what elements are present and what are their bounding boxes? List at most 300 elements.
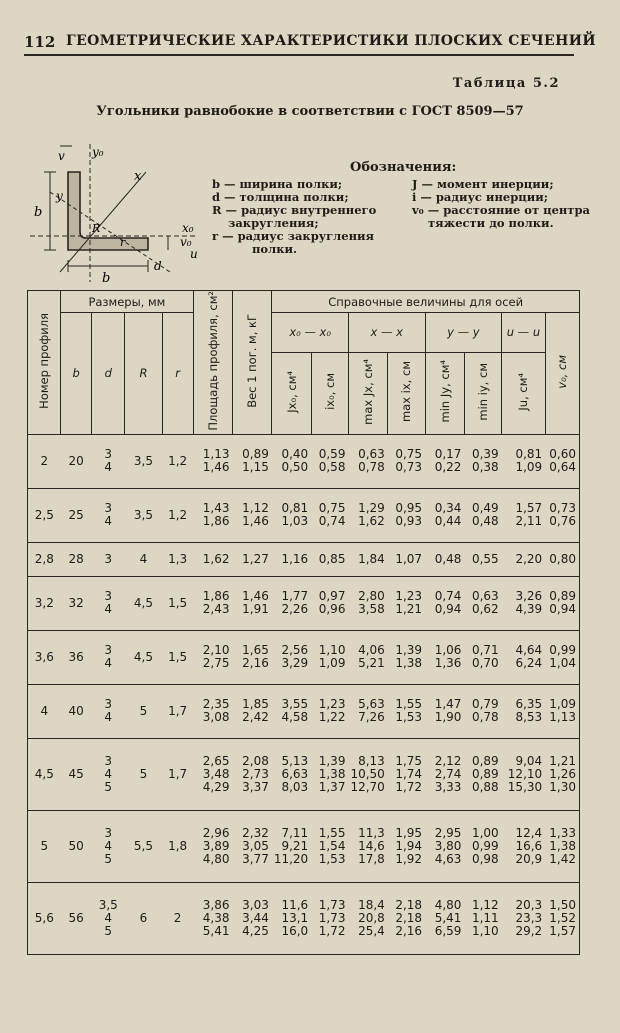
cell-value: 3,05 [242, 838, 269, 853]
cell-value: 1,11 [471, 910, 499, 925]
cell-iy [464, 576, 501, 630]
cell-ix0 [311, 576, 348, 630]
cell-value: 2,73 [242, 766, 269, 781]
cell-value: 1,77 [281, 589, 309, 604]
cell-value: 4,64 [515, 643, 543, 658]
cell-value: 0,89 [549, 589, 576, 604]
cell-value: 4,39 [515, 602, 543, 617]
label-R: R [92, 222, 101, 235]
cell-value: 2,56 [281, 643, 309, 658]
cell-value: 3,58 [358, 602, 385, 617]
cell-value: 3,29 [281, 656, 309, 671]
cell-value: 0,94 [549, 602, 576, 617]
cell-value: 4,25 [242, 923, 269, 938]
cell-value: 8,13 [358, 753, 385, 768]
cell-ix0 [311, 810, 348, 882]
cell-value: 0,17 [434, 447, 462, 462]
cell-value: 1,53 [318, 851, 346, 866]
cell-value: 4 [104, 460, 113, 475]
cell-value: 1,21 [549, 753, 576, 768]
angle-section-diagram [20, 132, 210, 292]
cell-value: 3 [104, 589, 113, 604]
cell-value: 1,07 [395, 551, 423, 566]
cell-value: 1,46 [242, 514, 269, 529]
cell-R: 4,5 [125, 576, 162, 630]
cell-value: 4 [104, 910, 113, 925]
label-x0: x₀ [182, 221, 194, 235]
cell-value: 2,20 [515, 551, 543, 566]
table-row [28, 738, 580, 810]
cell-weight [233, 630, 272, 684]
cell-value: 0,75 [318, 501, 346, 516]
cell-value: 0,50 [281, 460, 309, 475]
cell-value: 9,21 [281, 838, 309, 853]
cell-value: 1,55 [318, 825, 346, 840]
cell-value: 0,78 [358, 460, 385, 475]
cell-value: 1,23 [395, 589, 423, 604]
cell-value: 1,46 [242, 589, 269, 604]
cell-Jy [425, 630, 464, 684]
cell-r: 1,8 [162, 810, 193, 882]
cell-value: 3,5 [98, 897, 118, 912]
cell-iy [464, 882, 501, 954]
cell-area [193, 576, 232, 630]
cell-value: 0,58 [318, 460, 346, 475]
cell-value: 23,3 [515, 910, 543, 925]
cell-value: 2,75 [202, 656, 230, 671]
cell-value: 5,21 [358, 656, 385, 671]
cell-value: 3 [104, 825, 113, 840]
cell-value: 1,47 [434, 697, 462, 712]
cell-ix0 [311, 434, 348, 488]
legend-item: тяжести до полки. [428, 216, 554, 230]
cell-profile: 3,2 [28, 576, 61, 630]
cell-value: 4,80 [434, 897, 462, 912]
cell-value: 12,10 [507, 766, 543, 781]
cell-value: 1,33 [549, 825, 576, 840]
cell-value: 3 [104, 697, 113, 712]
cell-value: 1,62 [358, 514, 385, 529]
cell-Jx [348, 488, 387, 542]
cell-value: 1,72 [318, 923, 346, 938]
cell-value: 6,24 [515, 656, 543, 671]
cell-value: 2,26 [281, 602, 309, 617]
cell-value: 1,26 [549, 766, 576, 781]
cell-value: 0,73 [549, 501, 576, 516]
cell-weight [233, 738, 272, 810]
cell-R: 4,5 [125, 630, 162, 684]
angle-profile-table [27, 290, 580, 955]
cell-value: 1,36 [434, 656, 462, 671]
label-v0: v₀ [180, 235, 192, 249]
cell-v0 [545, 738, 579, 810]
cell-value: 4,29 [202, 779, 230, 794]
cell-value: 3 [104, 447, 113, 462]
cell-Jx [348, 882, 387, 954]
cell-Ju [502, 738, 545, 810]
cell-area [193, 630, 232, 684]
label-b: b [102, 271, 111, 286]
legend-title: Обозначения: [350, 160, 457, 175]
cell-Jx0 [272, 630, 311, 684]
legend-item: R — радиус внутреннего [212, 203, 377, 217]
cell-value: 4 [104, 710, 113, 725]
cell-value: 2,18 [395, 897, 423, 912]
col-R: R [125, 313, 162, 435]
cell-b: 32 [61, 576, 92, 630]
cell-value: 3 [104, 753, 113, 768]
cell-b: 40 [61, 684, 92, 738]
cell-value: 1,55 [395, 697, 423, 712]
cell-value: 1,10 [471, 923, 499, 938]
cell-value: 2,80 [358, 589, 385, 604]
cell-value: 1,38 [549, 838, 576, 853]
cell-b: 56 [61, 882, 92, 954]
cell-r: 2 [162, 882, 193, 954]
cell-value: 5 [104, 851, 113, 866]
cell-Jx0 [272, 542, 311, 576]
col-Jy: min Jy, см⁴ [425, 352, 464, 434]
cell-value: 0,73 [395, 460, 423, 475]
legend-item: b — ширина полки; [212, 177, 343, 191]
cell-r: 1,7 [162, 738, 193, 810]
cell-iy [464, 684, 501, 738]
cell-b: 36 [61, 630, 92, 684]
cell-value: 0,99 [549, 643, 576, 658]
cell-Jx [348, 576, 387, 630]
cell-weight [233, 684, 272, 738]
cell-Jy [425, 810, 464, 882]
cell-Jy [425, 576, 464, 630]
cell-v0 [545, 434, 579, 488]
cell-value: 2,65 [202, 753, 230, 768]
cell-value: 2,11 [515, 514, 543, 529]
cell-Jx0 [272, 488, 311, 542]
cell-ix [388, 630, 425, 684]
cell-value: 0,74 [434, 589, 462, 604]
page-number: 112 [24, 33, 56, 51]
cell-value: 4 [104, 766, 113, 781]
cell-iy [464, 488, 501, 542]
cell-area [193, 542, 232, 576]
cell-value: 1,72 [395, 779, 423, 794]
cell-value: 2,96 [202, 825, 230, 840]
cell-value: 5,13 [281, 753, 309, 768]
cell-value: 9,04 [515, 753, 543, 768]
col-axis-y: y — y [425, 313, 502, 353]
cell-Jx [348, 434, 387, 488]
cell-Jx0 [272, 434, 311, 488]
cell-value: 4 [104, 838, 113, 853]
cell-value: 0,40 [281, 447, 309, 462]
col-axis-x0: x₀ — x₀ [272, 313, 349, 353]
legend-item: v₀ — расстояние от центра [412, 203, 590, 217]
cell-value: 16,0 [281, 923, 309, 938]
cell-Jx [348, 630, 387, 684]
cell-value: 1,37 [318, 779, 346, 794]
cell-ix [388, 882, 425, 954]
label-x: x [134, 169, 142, 184]
cell-d [92, 630, 125, 684]
cell-d [92, 576, 125, 630]
cell-value: 0,55 [471, 551, 499, 566]
cell-value: 2,08 [242, 753, 269, 768]
legend-item: J — момент инерции; [412, 177, 554, 191]
legend-item: закругления; [228, 216, 319, 230]
cell-value: 16,6 [515, 838, 543, 853]
cell-value: 4 [104, 514, 113, 529]
cell-profile: 2 [28, 434, 61, 488]
cell-value: 1,73 [318, 897, 346, 912]
cell-value: 2,74 [434, 766, 462, 781]
cell-value: 17,8 [358, 851, 385, 866]
cell-value: 0,81 [515, 447, 543, 462]
cell-value: 1,09 [318, 656, 346, 671]
cell-value: 1,95 [395, 825, 423, 840]
col-r: r [162, 313, 193, 435]
cell-v0 [545, 542, 579, 576]
cell-value: 1,27 [242, 551, 269, 566]
table-number: Таблица 5.2 [452, 76, 560, 91]
cell-value: 3,44 [242, 910, 269, 925]
cell-value: 1,75 [395, 753, 423, 768]
cell-d [92, 542, 125, 576]
cell-Jx0 [272, 684, 311, 738]
cell-profile: 2,5 [28, 488, 61, 542]
cell-Jy [425, 882, 464, 954]
table-row [28, 684, 580, 738]
cell-value: 1,29 [358, 501, 385, 516]
cell-Jx [348, 810, 387, 882]
cell-value: 1,38 [318, 766, 346, 781]
label-y: y [56, 189, 63, 203]
col-area: Площадь профиля, см² [193, 291, 232, 435]
cell-value: 3 [104, 643, 113, 658]
cell-profile: 5,6 [28, 882, 61, 954]
cell-value: 3,86 [202, 897, 230, 912]
table-body [28, 434, 580, 954]
cell-value: 0,44 [434, 514, 462, 529]
label-r: r [120, 236, 126, 249]
cell-ix0 [311, 488, 348, 542]
cell-value: 1,13 [202, 447, 230, 462]
cell-value: 5,41 [202, 923, 230, 938]
cell-r: 1,2 [162, 434, 193, 488]
cell-profile: 3,6 [28, 630, 61, 684]
cell-value: 1,57 [549, 923, 576, 938]
cell-R: 5,5 [125, 810, 162, 882]
col-v0: v₀, см [545, 313, 579, 435]
cell-R: 3,5 [125, 434, 162, 488]
cell-value: 1,09 [515, 460, 543, 475]
table-row [28, 434, 580, 488]
cell-value: 2,16 [395, 923, 423, 938]
col-profile: Номер профиля [28, 291, 61, 435]
cell-value: 0,38 [471, 460, 499, 475]
cell-r: 1,5 [162, 576, 193, 630]
cell-value: 1,39 [318, 753, 346, 768]
label-u: u [190, 247, 198, 261]
col-Jx0: Jx₀, см⁴ [272, 352, 311, 434]
cell-value: 1,43 [202, 501, 230, 516]
cell-value: 3 [104, 501, 113, 516]
cell-Jx0 [272, 810, 311, 882]
cell-value: 6,59 [434, 923, 462, 938]
cell-v0 [545, 630, 579, 684]
cell-Ju [502, 684, 545, 738]
cell-value: 0,89 [471, 766, 499, 781]
col-Jx: max Jx, см⁴ [348, 352, 387, 434]
cell-value: 3,48 [202, 766, 230, 781]
cell-value: 1,73 [318, 910, 346, 925]
cell-value: 0,99 [471, 838, 499, 853]
label-y0: y₀ [92, 145, 104, 159]
cell-value: 1,16 [281, 551, 309, 566]
cell-value: 4,80 [202, 851, 230, 866]
cell-value: 1,94 [395, 838, 423, 853]
cell-Jx0 [272, 882, 311, 954]
cell-value: 1,12 [471, 897, 499, 912]
cell-value: 1,23 [318, 697, 346, 712]
cell-value: 0,48 [434, 551, 462, 566]
cell-iy [464, 630, 501, 684]
cell-value: 1,21 [395, 602, 423, 617]
cell-ix [388, 684, 425, 738]
cell-value: 0,64 [549, 460, 576, 475]
cell-value: 0,39 [471, 447, 499, 462]
cell-weight [233, 576, 272, 630]
cell-value: 1,15 [242, 460, 269, 475]
cell-value: 3,26 [515, 589, 543, 604]
cell-r: 1,5 [162, 630, 193, 684]
cell-value: 7,11 [281, 825, 309, 840]
cell-value: 2,43 [202, 602, 230, 617]
cell-R: 5 [125, 684, 162, 738]
cell-weight [233, 882, 272, 954]
cell-value: 0,49 [471, 501, 499, 516]
cell-value: 1,10 [318, 643, 346, 658]
cell-d [92, 434, 125, 488]
legend-item: d — толщина полки; [212, 190, 349, 204]
cell-Ju [502, 882, 545, 954]
cell-value: 3,77 [242, 851, 269, 866]
cell-profile: 2,8 [28, 542, 61, 576]
cell-value: 1,62 [202, 551, 230, 566]
cell-value: 3,33 [434, 779, 462, 794]
cell-value: 2,18 [395, 910, 423, 925]
cell-value: 0,70 [471, 656, 499, 671]
cell-value: 0,81 [281, 501, 309, 516]
cell-b: 25 [61, 488, 92, 542]
cell-profile: 4 [28, 684, 61, 738]
cell-iy [464, 738, 501, 810]
cell-area [193, 488, 232, 542]
cell-value: 2,12 [434, 753, 462, 768]
cell-value: 5 [104, 923, 113, 938]
cell-value: 1,84 [358, 551, 385, 566]
cell-value: 0,34 [434, 501, 462, 516]
label-d: d [154, 259, 162, 273]
cell-value: 12,70 [350, 779, 385, 794]
cell-value: 6,63 [281, 766, 309, 781]
legend-left [212, 178, 376, 256]
cell-value: 1,06 [434, 643, 462, 658]
running-title: ГЕОМЕТРИЧЕСКИЕ ХАРАКТЕРИСТИКИ ПЛОСКИХ СЕЧЕНИЙ [66, 33, 596, 49]
cell-value: 2,16 [242, 656, 269, 671]
cell-value: 5,63 [358, 697, 385, 712]
legend-item: полки. [252, 242, 298, 256]
cell-value: 10,50 [350, 766, 385, 781]
cell-R: 4 [125, 542, 162, 576]
legend-item: i — радиус инерции; [412, 190, 549, 204]
cell-r: 1,7 [162, 684, 193, 738]
cell-ix0 [311, 630, 348, 684]
cell-R: 5 [125, 738, 162, 810]
cell-ix0 [311, 684, 348, 738]
col-b: b [61, 313, 92, 435]
cell-value: 0,89 [242, 447, 269, 462]
cell-area [193, 810, 232, 882]
cell-b: 20 [61, 434, 92, 488]
cell-value: 0,63 [471, 589, 499, 604]
cell-ix [388, 542, 425, 576]
cell-Jy [425, 684, 464, 738]
cell-value: 4,58 [281, 710, 309, 725]
cell-value: 0,80 [549, 551, 576, 566]
cell-Jx [348, 738, 387, 810]
cell-value: 5,41 [434, 910, 462, 925]
cell-value: 3,89 [202, 838, 230, 853]
cell-value: 1,91 [242, 602, 269, 617]
cell-value: 25,4 [358, 923, 385, 938]
cell-iy [464, 434, 501, 488]
cell-value: 2,35 [202, 697, 230, 712]
cell-b: 50 [61, 810, 92, 882]
cell-value: 1,46 [202, 460, 230, 475]
table-caption: Угольники равнобокие в соответствии с ГОСТ 8509—57 [96, 104, 524, 119]
cell-value: 3,80 [434, 838, 462, 853]
cell-value: 3,55 [281, 697, 309, 712]
cell-value: 1,90 [434, 710, 462, 725]
cell-value: 0,95 [395, 501, 423, 516]
cell-value: 4,63 [434, 851, 462, 866]
cell-Jx0 [272, 738, 311, 810]
cell-v0 [545, 810, 579, 882]
cell-Ju [502, 630, 545, 684]
cell-iy [464, 542, 501, 576]
cell-value: 1,00 [471, 825, 499, 840]
col-iy: min iy, см [464, 352, 501, 434]
cell-d [92, 684, 125, 738]
cell-value: 0,62 [471, 602, 499, 617]
cell-ix0 [311, 882, 348, 954]
cell-Ju [502, 434, 545, 488]
cell-Ju [502, 542, 545, 576]
cell-iy [464, 810, 501, 882]
col-dimensions: Размеры, мм [61, 291, 194, 313]
cell-value: 3,03 [242, 897, 269, 912]
cell-value: 0,71 [471, 643, 499, 658]
cell-value: 0,22 [434, 460, 462, 475]
cell-value: 1,74 [395, 766, 423, 781]
cell-Jx [348, 684, 387, 738]
cell-ix [388, 738, 425, 810]
cell-value: 1,86 [202, 589, 230, 604]
table-row [28, 630, 580, 684]
col-d: d [92, 313, 125, 435]
cell-value: 1,04 [549, 656, 576, 671]
legend-item: r — радиус закругления [212, 229, 375, 243]
